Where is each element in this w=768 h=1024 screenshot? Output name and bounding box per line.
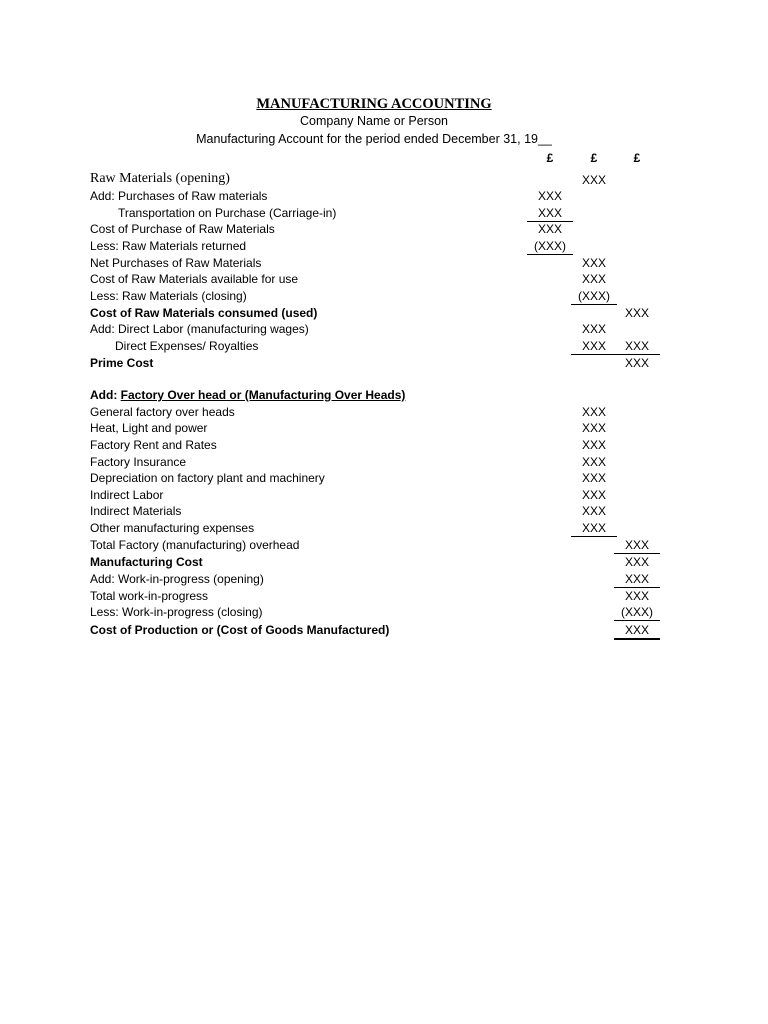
table-row <box>0 622 768 639</box>
period-heading: Manufacturing Account for the period ended December 31, 19__ <box>196 132 552 146</box>
amount-cell: XXX <box>581 455 606 469</box>
row-label: Direct Expenses/ Royalties <box>115 339 259 353</box>
row-label: Total Factory (manufacturing) overhead <box>90 538 300 552</box>
row-label: Add: Work-in-progress (opening) <box>90 572 264 586</box>
row-label: General factory over heads <box>90 405 235 419</box>
currency-header-row <box>0 150 768 167</box>
amount-cell: (XXX) <box>571 288 617 305</box>
table-row <box>0 305 768 322</box>
amount-cell: XXX <box>614 571 660 588</box>
currency-header: £ <box>633 151 641 165</box>
row-label: Factory Insurance <box>90 455 187 469</box>
currency-header: £ <box>590 151 598 165</box>
amount-cell: XXX <box>537 189 562 203</box>
amount-cell: XXX <box>624 555 649 569</box>
table-row <box>0 537 768 554</box>
currency-header: £ <box>546 151 554 165</box>
table-row <box>0 503 768 520</box>
amount-cell: XXX <box>614 338 660 355</box>
table-row <box>0 221 768 238</box>
amount-cell: (XXX) <box>614 604 660 621</box>
table-row <box>0 205 768 222</box>
table-row <box>0 420 768 437</box>
row-label: Indirect Materials <box>90 504 182 518</box>
table-row <box>0 571 768 588</box>
amount-cell: XXX <box>581 421 606 435</box>
amount-cell: XXX <box>624 356 649 370</box>
table-row <box>0 188 768 205</box>
amount-cell: XXX <box>527 205 573 222</box>
row-label: Add: Purchases of Raw materials <box>90 189 268 203</box>
amount-cell: XXX <box>624 589 649 603</box>
table-row <box>0 255 768 272</box>
row-label: Manufacturing Cost <box>90 555 203 569</box>
row-label: Cost of Production or (Cost of Goods Manufactured) <box>90 623 390 637</box>
table-row <box>0 437 768 454</box>
amount-cell: XXX <box>571 520 617 537</box>
table-row <box>0 454 768 471</box>
row-label: Less: Raw Materials returned <box>90 239 247 253</box>
row-label: Cost of Purchase of Raw Materials <box>90 222 275 236</box>
amount-cell: XXX <box>571 338 617 355</box>
row-label: Add: Direct Labor (manufacturing wages) <box>90 322 309 336</box>
row-label: Other manufacturing expenses <box>90 521 255 535</box>
table-row <box>0 588 768 605</box>
row-label: Prime Cost <box>90 356 154 370</box>
row-label: Factory Rent and Rates <box>90 438 217 452</box>
amount-cell: XXX <box>537 222 562 236</box>
table-row <box>0 404 768 421</box>
amount-cell: XXX <box>581 272 606 286</box>
company-name: Company Name or Person <box>300 114 448 128</box>
table-row <box>0 520 768 537</box>
row-label: Cost of Raw Materials consumed (used) <box>90 306 318 320</box>
section-header: Add: Factory Over head or (Manufacturing Over Heads) <box>90 388 406 402</box>
row-label: Less: Raw Materials (closing) <box>90 289 247 303</box>
table-row <box>0 487 768 504</box>
amount-cell: XXX <box>581 471 606 485</box>
table-row <box>0 338 768 355</box>
amount-cell: (XXX) <box>527 238 573 255</box>
table-row <box>0 321 768 338</box>
row-label: Heat, Light and power <box>90 421 208 435</box>
amount-cell: XXX <box>614 537 660 554</box>
amount-cell: XXX <box>624 306 649 320</box>
row-label: Depreciation on factory plant and machinery <box>90 471 325 485</box>
row-label: Cost of Raw Materials available for use <box>90 272 299 286</box>
amount-cell: XXX <box>581 504 606 518</box>
row-label: Less: Work-in-progress (closing) <box>90 605 263 619</box>
section-header-row <box>0 387 768 404</box>
table-row <box>0 271 768 288</box>
amount-cell: XXX <box>581 322 606 336</box>
document-title: MANUFACTURING ACCOUNTING <box>256 96 492 112</box>
amount-cell: XXX <box>581 256 606 270</box>
amount-cell: XXX <box>614 622 660 640</box>
table-row <box>0 288 768 305</box>
table-row <box>0 355 768 372</box>
table-row <box>0 172 768 189</box>
amount-cell: XXX <box>581 173 606 187</box>
amount-cell: XXX <box>581 438 606 452</box>
row-label: Net Purchases of Raw Materials <box>90 256 262 270</box>
row-label: Indirect Labor <box>90 488 164 502</box>
row-label: Total work-in-progress <box>90 589 209 603</box>
row-label: Raw Materials (opening) <box>90 171 230 186</box>
table-row <box>0 554 768 571</box>
table-row <box>0 238 768 255</box>
table-row <box>0 470 768 487</box>
table-row <box>0 604 768 621</box>
row-label: Transportation on Purchase (Carriage-in) <box>118 206 337 220</box>
amount-cell: XXX <box>581 405 606 419</box>
amount-cell: XXX <box>581 488 606 502</box>
